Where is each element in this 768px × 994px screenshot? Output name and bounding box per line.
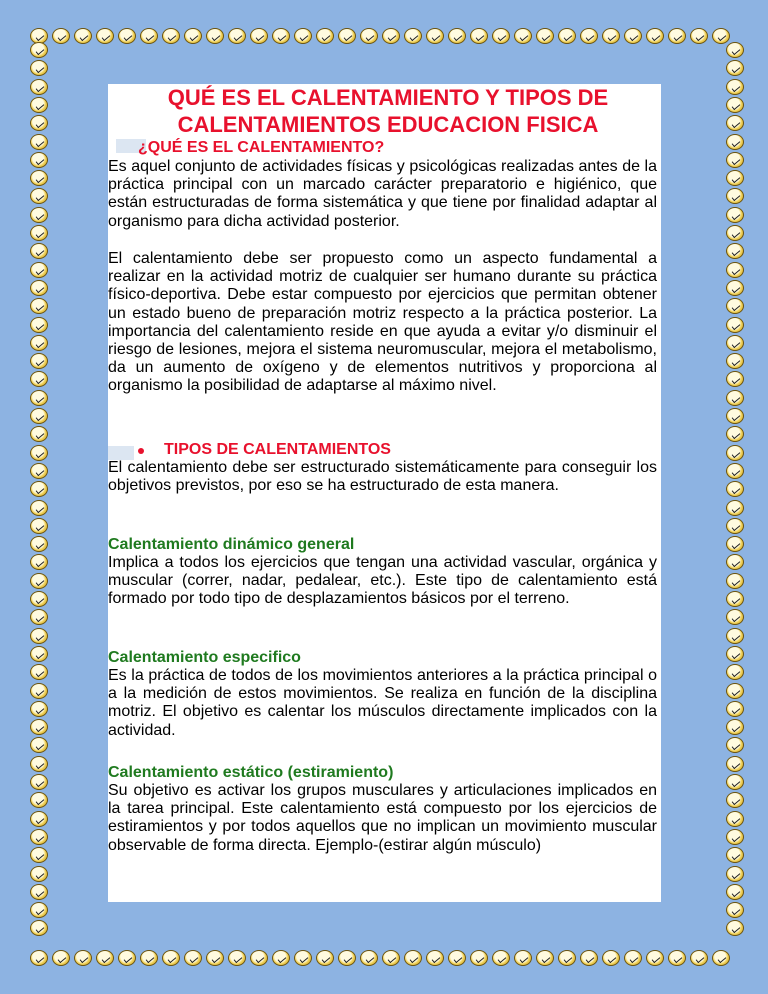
clock-icon (338, 28, 356, 44)
clock-icon (726, 390, 744, 406)
section2-intro: El calentamiento debe ser estructurado sistemáticamente para conseguir los objetivos previstos, por eso se ha estructurado de esta manera. (108, 459, 657, 495)
type-heading: Calentamiento dinámico general (108, 536, 355, 553)
clock-icon (726, 79, 744, 95)
clock-icon (726, 500, 744, 516)
clock-icon (726, 884, 744, 900)
clock-icon (726, 353, 744, 369)
clock-icon (726, 298, 744, 314)
document-title: QUÉ ES EL CALENTAMIENTO Y TIPOS DE CALENTAMIENTOS EDUCACION FISICA (167, 85, 609, 137)
clock-icon (726, 243, 744, 259)
clock-icon (74, 950, 92, 966)
clock-icon (250, 28, 268, 44)
clock-icon (30, 243, 48, 259)
heading-highlight (108, 446, 134, 460)
clock-icon (726, 829, 744, 845)
clock-icon (30, 390, 48, 406)
clock-icon (30, 207, 48, 223)
clock-border-right (720, 0, 750, 994)
clock-icon (470, 28, 488, 44)
clock-icon (404, 950, 422, 966)
clock-icon (30, 152, 48, 168)
clock-border-top (0, 22, 768, 52)
clock-border-bottom (0, 944, 768, 974)
clock-icon (470, 950, 488, 966)
clock-icon (726, 866, 744, 882)
clock-icon (30, 408, 48, 424)
clock-icon (30, 426, 48, 442)
clock-icon (602, 28, 620, 44)
clock-icon (162, 28, 180, 44)
clock-icon (602, 950, 620, 966)
clock-icon (726, 591, 744, 607)
clock-icon (30, 884, 48, 900)
clock-icon (250, 950, 268, 966)
clock-icon (30, 591, 48, 607)
clock-icon (726, 554, 744, 570)
clock-icon (726, 408, 744, 424)
clock-icon (536, 28, 554, 44)
clock-icon (118, 950, 136, 966)
document-page (108, 84, 661, 902)
type-text: Su objetivo es activar los grupos musculares y articulaciones implicados en la tarea principal. Este calentamiento está compuesto por los ejercicios de estiramientos y por todos aquellos que no implican un movimiento muscular observable de forma directa. Ejemplo-(estirar algún músculo) (108, 782, 657, 854)
clock-icon (162, 950, 180, 966)
clock-icon (30, 609, 48, 625)
clock-icon (726, 207, 744, 223)
clock-icon (448, 950, 466, 966)
clock-icon (184, 28, 202, 44)
clock-icon (30, 79, 48, 95)
clock-icon (492, 950, 510, 966)
clock-icon (74, 28, 92, 44)
clock-icon (30, 847, 48, 863)
clock-icon (726, 188, 744, 204)
clock-icon (184, 950, 202, 966)
clock-icon (206, 28, 224, 44)
clock-icon (580, 28, 598, 44)
clock-icon (726, 683, 744, 699)
clock-icon (690, 28, 708, 44)
clock-icon (726, 317, 744, 333)
clock-icon (30, 811, 48, 827)
clock-icon (360, 28, 378, 44)
type-text: Es la práctica de todos de los movimientos anteriores a la práctica principal o a la medición de estos movimientos. Se realiza en función de la disciplina motriz. El objetivo es calentar los músculos directamente implicados con la actividad. (108, 667, 657, 739)
clock-icon (30, 170, 48, 186)
clock-icon (624, 28, 642, 44)
clock-icon (30, 756, 48, 772)
clock-icon (726, 97, 744, 113)
clock-icon (140, 950, 158, 966)
clock-icon (30, 829, 48, 845)
clock-icon (726, 701, 744, 717)
clock-icon (726, 628, 744, 644)
clock-icon (272, 28, 290, 44)
clock-icon (30, 188, 48, 204)
clock-icon (558, 950, 576, 966)
clock-icon (30, 573, 48, 589)
clock-icon (726, 371, 744, 387)
clock-icon (726, 756, 744, 772)
clock-icon (96, 28, 114, 44)
clock-icon (726, 847, 744, 863)
clock-icon (30, 42, 48, 58)
clock-icon (30, 500, 48, 516)
clock-icon (30, 646, 48, 662)
section1-paragraph-1: Es aquel conjunto de actividades físicas y psicológicas realizadas antes de la práctica principal con un marcado carácter preparatorio e higiénico, que están estructuradas de forma sistemática y que tiene por finalidad adaptar al organismo para dicha actividad posterior. (108, 158, 657, 230)
clock-icon (30, 683, 48, 699)
clock-icon (726, 518, 744, 534)
clock-icon (96, 950, 114, 966)
clock-icon (30, 518, 48, 534)
clock-icon (580, 950, 598, 966)
clock-icon (140, 28, 158, 44)
clock-icon (30, 298, 48, 314)
type-heading: Calentamiento estático (estiramiento) (108, 764, 394, 781)
clock-icon (492, 28, 510, 44)
clock-icon (30, 134, 48, 150)
clock-icon (448, 28, 466, 44)
clock-icon (30, 371, 48, 387)
clock-icon (30, 920, 48, 936)
clock-icon (726, 115, 744, 131)
clock-icon (726, 719, 744, 735)
clock-icon (668, 28, 686, 44)
clock-icon (294, 28, 312, 44)
clock-icon (690, 950, 708, 966)
clock-icon (536, 950, 554, 966)
clock-icon (726, 481, 744, 497)
clock-icon (30, 536, 48, 552)
clock-icon (30, 774, 48, 790)
clock-icon (30, 445, 48, 461)
section1-paragraph-2: El calentamiento debe ser propuesto como un aspecto fundamental a realizar en la actividad motriz de cualquier ser humano durante su práctica físico-deportiva. Debe estar compuesto por ejercicios que permitan obtener un estado bueno de preparación motriz respecto a la práctica posterior. La importancia del calentamiento reside en que ayuda a evitar y/o disminuir el riesgo de lesiones, mejora el sistema neuromuscular, mejora el metabolismo, da un aumento de oxígeno y de elementos nutritivos y proporciona al organismo la posibilidad de adaptarse al máximo nivel. (108, 250, 657, 395)
clock-icon (726, 646, 744, 662)
clock-icon (382, 28, 400, 44)
clock-icon (30, 60, 48, 76)
clock-icon (338, 950, 356, 966)
clock-icon (30, 225, 48, 241)
clock-icon (726, 902, 744, 918)
clock-icon (404, 28, 422, 44)
clock-icon (726, 445, 744, 461)
clock-icon (726, 280, 744, 296)
section1-heading: ¿QUÉ ES EL CALENTAMIENTO? (138, 139, 385, 156)
clock-icon (726, 426, 744, 442)
clock-icon (426, 950, 444, 966)
clock-icon (30, 737, 48, 753)
clock-icon (726, 463, 744, 479)
clock-icon (726, 42, 744, 58)
type-heading: Calentamiento especifico (108, 649, 301, 666)
clock-icon (294, 950, 312, 966)
clock-icon (118, 28, 136, 44)
clock-icon (316, 950, 334, 966)
clock-icon (726, 573, 744, 589)
clock-icon (30, 628, 48, 644)
clock-icon (30, 353, 48, 369)
clock-icon (30, 335, 48, 351)
clock-icon (30, 280, 48, 296)
clock-icon (726, 811, 744, 827)
clock-icon (272, 950, 290, 966)
clock-icon (668, 950, 686, 966)
clock-icon (514, 28, 532, 44)
clock-icon (316, 28, 334, 44)
type-text: Implica a todos los ejercicios que tengan una actividad vascular, orgánica y muscular (correr, nadar, pedalear, etc.). Este tipo de calentamiento está formado por todo tipo de desplazamientos básicos por el terreno. (108, 554, 657, 608)
clock-icon (726, 170, 744, 186)
clock-icon (30, 719, 48, 735)
clock-icon (30, 463, 48, 479)
clock-icon (30, 262, 48, 278)
clock-border-left (24, 0, 54, 994)
clock-icon (30, 317, 48, 333)
bullet-icon (138, 448, 144, 454)
clock-icon (726, 60, 744, 76)
clock-icon (30, 902, 48, 918)
clock-icon (360, 950, 378, 966)
clock-icon (30, 481, 48, 497)
clock-icon (30, 866, 48, 882)
clock-icon (726, 335, 744, 351)
clock-icon (30, 701, 48, 717)
clock-icon (426, 28, 444, 44)
clock-icon (52, 28, 70, 44)
clock-icon (726, 152, 744, 168)
clock-icon (558, 28, 576, 44)
clock-icon (30, 115, 48, 131)
clock-icon (30, 664, 48, 680)
clock-icon (514, 950, 532, 966)
clock-icon (30, 97, 48, 113)
clock-icon (228, 28, 246, 44)
clock-icon (52, 950, 70, 966)
clock-icon (726, 774, 744, 790)
clock-icon (726, 262, 744, 278)
section2-heading: TIPOS DE CALENTAMIENTOS (164, 441, 391, 458)
clock-icon (726, 225, 744, 241)
clock-icon (30, 792, 48, 808)
clock-icon (726, 664, 744, 680)
clock-icon (382, 950, 400, 966)
clock-icon (206, 950, 224, 966)
clock-icon (726, 737, 744, 753)
clock-icon (30, 554, 48, 570)
clock-icon (726, 920, 744, 936)
clock-icon (646, 28, 664, 44)
clock-icon (726, 609, 744, 625)
clock-icon (726, 134, 744, 150)
clock-icon (624, 950, 642, 966)
clock-icon (646, 950, 664, 966)
clock-icon (228, 950, 246, 966)
clock-icon (726, 792, 744, 808)
clock-icon (726, 536, 744, 552)
